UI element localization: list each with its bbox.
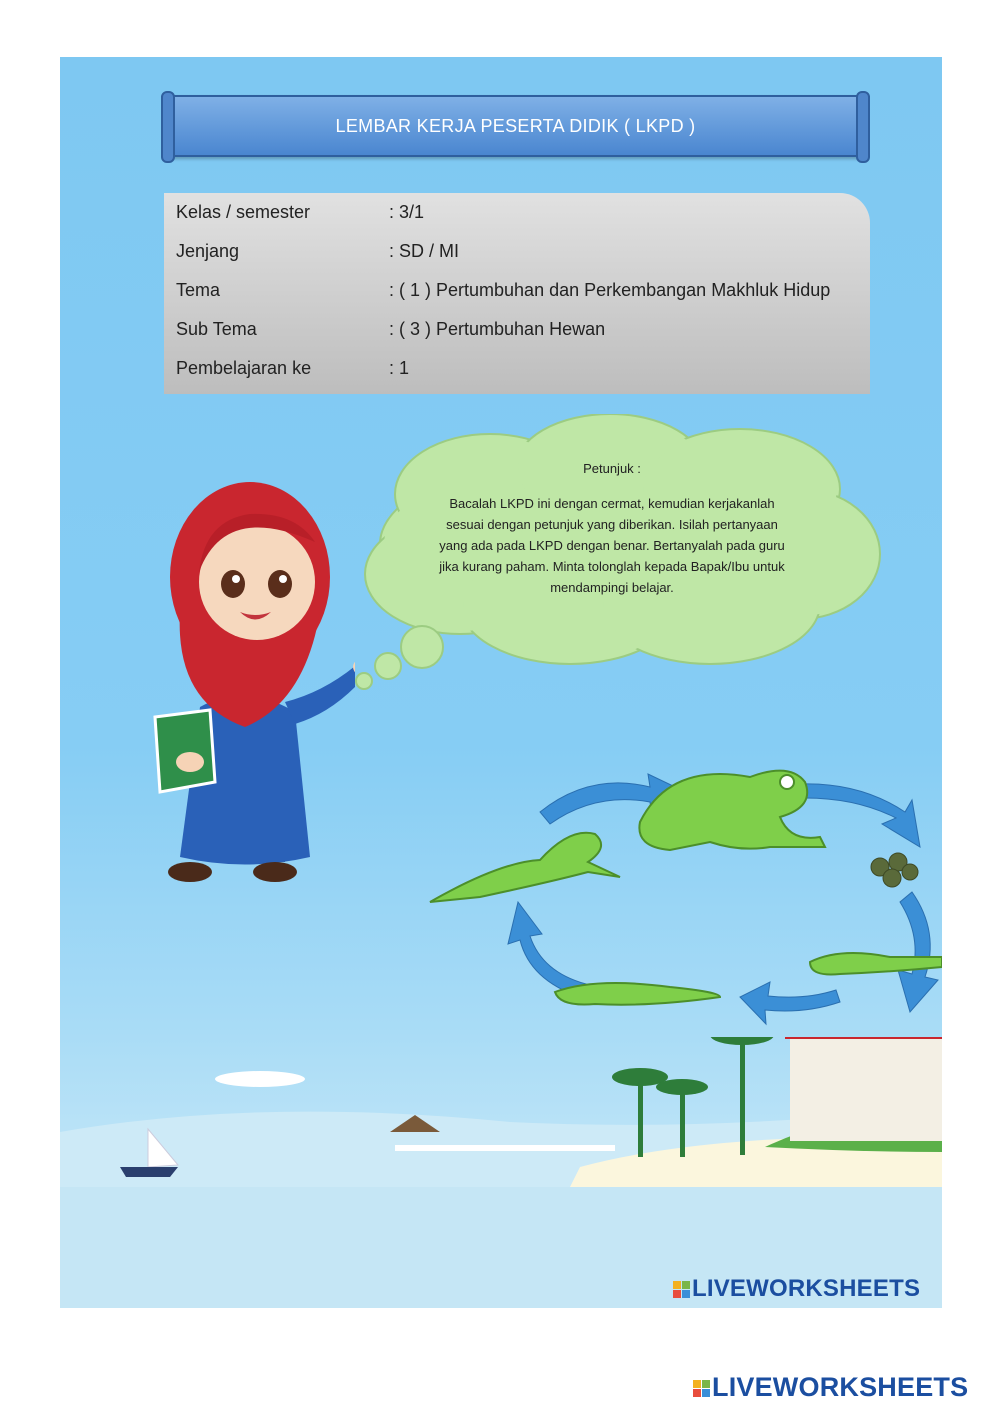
info-label: Pembelajaran ke [176, 358, 312, 378]
scroll-curl-left [161, 91, 175, 163]
liveworksheets-logo-icon [673, 1281, 690, 1298]
info-label: Kelas / semester [176, 202, 311, 222]
info-table [164, 193, 870, 394]
instructions-body: Bacalah LKPD ini dengan cermat, kemudian kerjakanlah sesuai dengan petunjuk yang diberikan. Isilah pertanyaan yang ada pada LKPD dengan benar. Bertanyalah pada guru jika kurang paham. Minta tolonglah kepada Bapak/Ibu untuk mendampingi belajar. [439, 496, 785, 595]
info-value: : 3/1 [389, 202, 425, 222]
instructions-title: Petunjuk : [583, 461, 641, 476]
info-label: Tema [176, 280, 221, 300]
liveworksheets-logo-icon [693, 1380, 710, 1397]
worksheet-page [60, 57, 942, 1308]
info-value: : ( 1 ) Pertumbuhan dan Perkembangan Makhluk Hidup [389, 280, 831, 300]
title-banner [165, 95, 866, 157]
info-label: Sub Tema [176, 319, 257, 339]
page-title: LEMBAR KERJA PESERTA DIDIK ( LKPD ) [335, 115, 696, 136]
info-value: : 1 [389, 358, 410, 378]
instructions-text [438, 458, 786, 598]
outer-watermark-logo [693, 1372, 968, 1403]
beach-scene-illustration [60, 1037, 942, 1308]
scroll-curl-right [856, 91, 870, 163]
info-value: : ( 3 ) Pertumbuhan Hewan [389, 319, 606, 339]
instructions-cloud [350, 414, 890, 694]
frog-life-cycle-illustration [420, 752, 942, 1052]
inner-watermark-logo [673, 1275, 920, 1303]
inner-watermark-text: LIVEWORKSHEETS [692, 1275, 921, 1302]
info-label: Jenjang [176, 241, 240, 261]
student-girl-illustration [135, 462, 355, 892]
outer-watermark-text: LIVEWORKSHEETS [712, 1372, 969, 1402]
info-value: : SD / MI [389, 241, 460, 261]
